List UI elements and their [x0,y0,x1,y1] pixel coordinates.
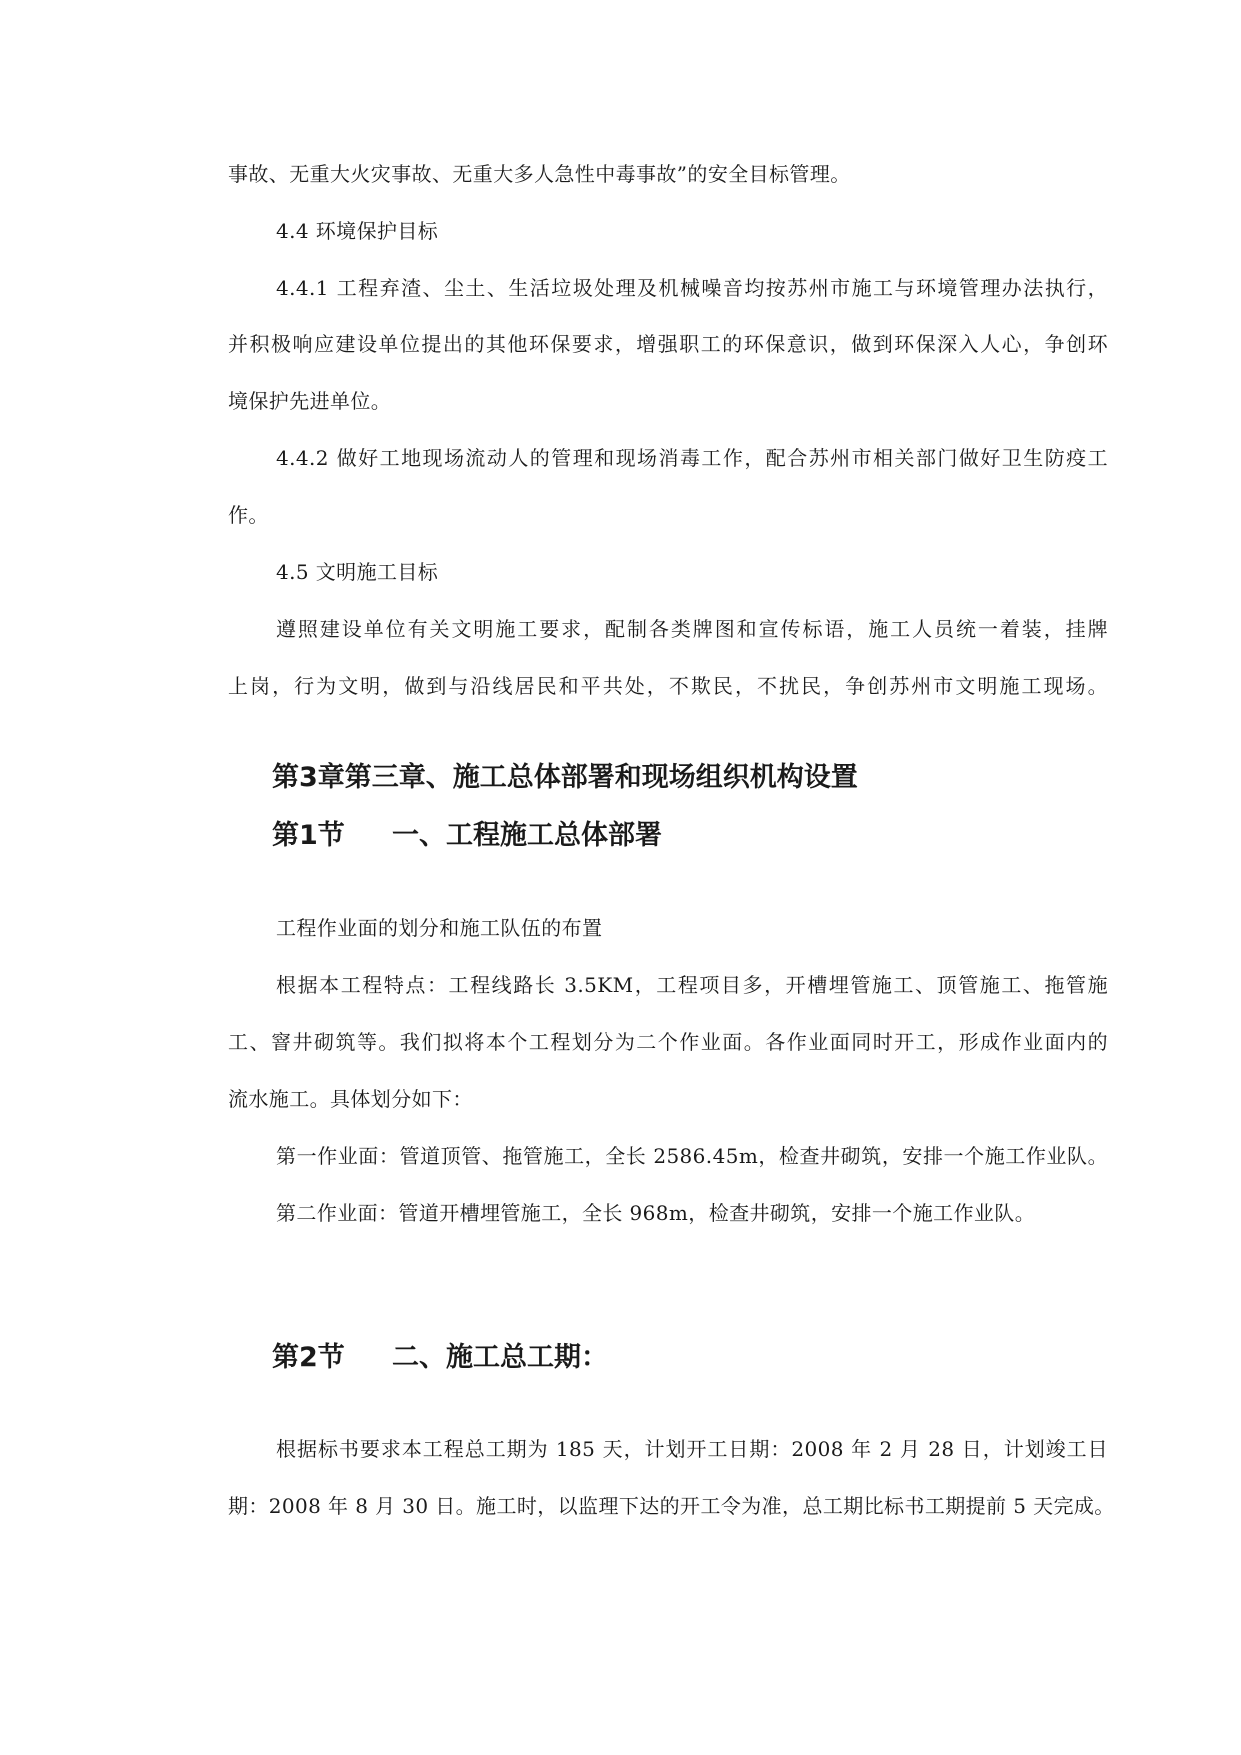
paragraph-line: 流水施工。具体划分如下： [228,1087,473,1111]
paragraph-line: 根据标书要求本工程总工期为 185 天，计划开工日期：2008 年 2 月 28 日，计划竣工日 [276,1437,1108,1461]
paragraph-line: 并积极响应建设单位提出的其他环保要求，增强职工的环保意识，做到环保深入人心，争创环 [228,332,1108,356]
subsection-heading: 4.4 环境保护目标 [276,219,439,243]
subsection-heading: 4.5 文明施工目标 [276,560,439,584]
paragraph-line: 遵照建设单位有关文明施工要求，配制各类牌图和宣传标语，施工人员统一着装，挂牌 [276,617,1108,641]
paragraph-line: 4.4.1 工程弃渣、尘土、生活垃圾处理及机械噪音均按苏州市施工与环境管理办法执行， [276,276,1108,300]
paragraph-line: 第二作业面：管道开槽埋管施工，全长 968m，检查井砌筑，安排一个施工作业队。 [276,1201,1036,1225]
section-number: 第1节 [272,820,345,851]
section-heading [272,818,662,854]
chapter-heading: 第3章第三章、施工总体部署和现场组织机构设置 [272,762,858,793]
paragraph-line: 期：2008 年 8 月 30 日。施工时，以监理下达的开工令为准，总工期比标书工期提前 5 天完成。 [228,1494,1115,1518]
paragraph-line: 4.4.2 做好工地现场流动人的管理和现场消毒工作，配合苏州市相关部门做好卫生防疫工 [276,446,1108,470]
paragraph-line: 境保护先进单位。 [228,389,392,413]
section-heading [272,1340,608,1376]
section-title: 一、工程施工总体部署 [392,820,662,851]
paragraph-line: 第一作业面：管道顶管、拖管施工，全长 2586.45m，检查井砌筑，安排一个施工作业队。 [276,1144,1108,1168]
paragraph-line: 工、窨井砌筑等。我们拟将本个工程划分为二个作业面。各作业面同时开工，形成作业面内的 [228,1030,1108,1054]
paragraph-line: 作。 [228,503,269,527]
section-number: 第2节 [272,1342,345,1373]
paragraph-line: 上岗，行为文明，做到与沿线居民和平共处，不欺民，不扰民，争创苏州市文明施工现场。 [228,674,1108,698]
section-title: 二、施工总工期： [392,1342,608,1373]
paragraph-line: 工程作业面的划分和施工队伍的布置 [276,916,603,940]
paragraph-line: 根据本工程特点：工程线路长 3.5KM，工程项目多，开槽埋管施工、顶管施工、拖管施 [276,973,1108,997]
paragraph-line: 事故、无重大火灾事故、无重大多人急性中毒事故”的安全目标管理。 [228,162,851,186]
